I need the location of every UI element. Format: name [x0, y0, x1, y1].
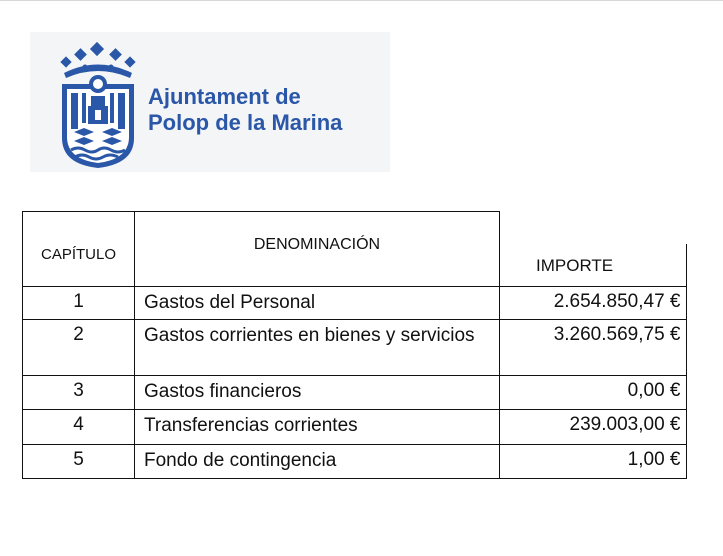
cell-denominacion: Gastos del Personal — [135, 287, 500, 320]
table-row — [23, 410, 687, 445]
organization-name-line1: Ajuntament de — [148, 84, 301, 109]
table-row — [23, 320, 687, 376]
organization-name — [148, 84, 342, 136]
header-logo — [30, 32, 390, 172]
cell-denominacion: Transferencias corrientes — [135, 410, 500, 445]
header-capitulo: CAPÍTULO — [23, 212, 135, 287]
cell-denominacion: Gastos corrientes en bienes y servicios — [135, 320, 500, 376]
top-divider — [0, 0, 723, 1]
header-denominacion: DENOMINACIÓN — [135, 212, 500, 287]
cell-capitulo: 5 — [23, 445, 135, 479]
organization-name-line2: Polop de la Marina — [148, 110, 343, 135]
cell-capitulo: 2 — [23, 320, 135, 376]
budget-table — [22, 211, 687, 479]
header-importe: IMPORTE — [500, 212, 687, 287]
cell-importe: 2.654.850,47 € — [500, 287, 687, 320]
table-row — [23, 376, 687, 410]
cell-denominacion: Fondo de contingencia — [135, 445, 500, 479]
table-row — [23, 445, 687, 479]
coat-of-arms-icon — [58, 40, 138, 168]
cell-capitulo: 3 — [23, 376, 135, 410]
table-row — [23, 287, 687, 320]
cell-importe: 0,00 € — [500, 376, 687, 410]
cell-capitulo: 4 — [23, 410, 135, 445]
table-header-row — [23, 212, 687, 287]
cell-denominacion: Gastos financieros — [135, 376, 500, 410]
cell-capitulo: 1 — [23, 287, 135, 320]
cell-importe: 239.003,00 € — [500, 410, 687, 445]
cell-importe: 1,00 € — [500, 445, 687, 479]
cell-importe: 3.260.569,75 € — [500, 320, 687, 376]
